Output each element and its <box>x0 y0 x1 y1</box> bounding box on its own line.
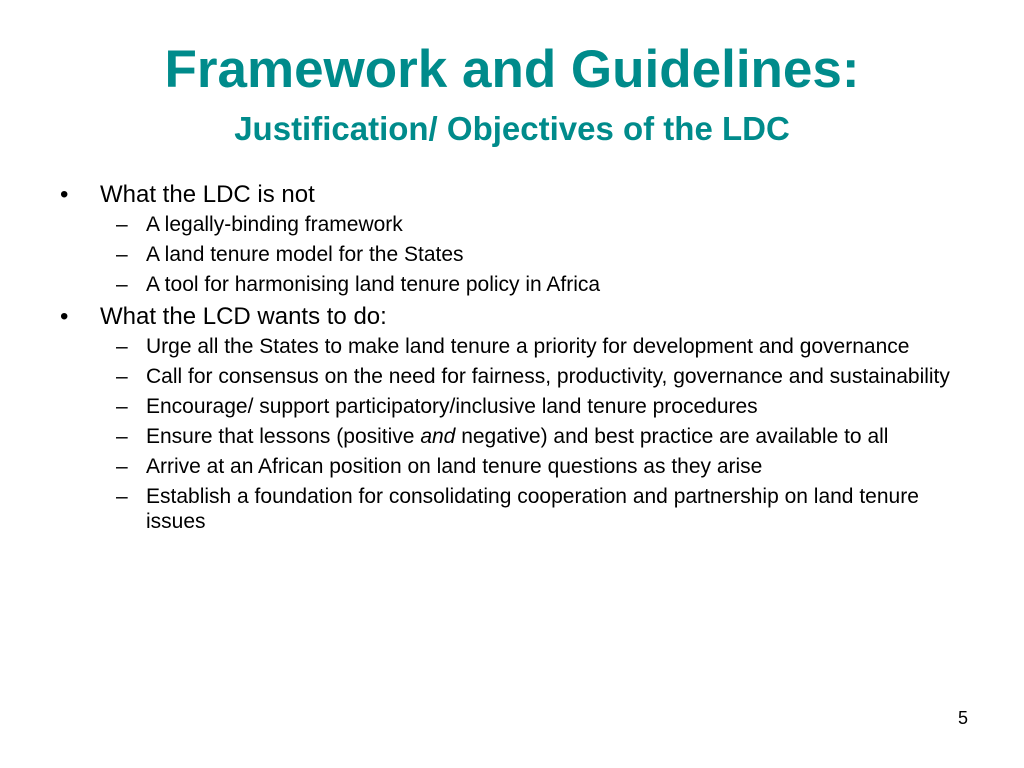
section-heading-text: What the LCD wants to do: <box>100 303 387 330</box>
list-item <box>60 484 970 534</box>
emphasis-text: and <box>420 425 456 448</box>
bullet-icon: • <box>60 303 69 330</box>
dash-icon: – <box>116 395 128 418</box>
dash-icon: – <box>116 425 128 448</box>
list-item <box>60 394 970 419</box>
section-heading-ldc-is-not <box>60 180 970 210</box>
dash-icon: – <box>116 455 128 478</box>
list-item-text: A legally-binding framework <box>146 213 403 236</box>
dash-icon: – <box>116 213 128 236</box>
list-item <box>60 364 970 389</box>
page-number: 5 <box>957 708 968 728</box>
list-item <box>60 454 970 479</box>
slide-subtitle: Justification/ Objectives of the LDC <box>234 110 790 147</box>
list-item <box>60 212 970 237</box>
bullet-icon: • <box>60 181 69 208</box>
list-item-text: Urge all the States to make land tenure a priority for development and governance <box>146 335 910 358</box>
dash-icon: – <box>116 365 128 388</box>
section-heading-lcd-wants <box>60 302 970 332</box>
dash-icon: – <box>116 273 128 296</box>
list-item-text <box>146 425 888 448</box>
section-heading-text: What the LDC is not <box>100 181 315 208</box>
list-item <box>60 272 970 297</box>
list-item-text: Encourage/ support participatory/inclusive land tenure procedures <box>146 395 758 418</box>
list-item-text-part: Ensure that lessons (positive <box>146 425 421 448</box>
slide-title: Framework and Guidelines: <box>164 40 860 99</box>
list-item-text: Establish a foundation for consolidating cooperation and partnership on land tenure issues <box>146 485 919 533</box>
list-item <box>60 334 970 359</box>
dash-icon: – <box>116 335 128 358</box>
dash-icon: – <box>116 243 128 266</box>
list-item-text: A tool for harmonising land tenure policy in Africa <box>146 273 601 296</box>
dash-icon: – <box>116 485 128 508</box>
list-item-text-part: negative) and best practice are available to all <box>455 425 889 448</box>
list-item-text: A land tenure model for the States <box>146 243 464 266</box>
list-item-text: Call for consensus on the need for fairness, productivity, governance and sustainability <box>146 365 950 388</box>
list-item <box>60 242 970 267</box>
list-item <box>60 424 970 449</box>
list-item-text: Arrive at an African position on land tenure questions as they arise <box>146 455 763 478</box>
slide-body <box>60 180 970 539</box>
